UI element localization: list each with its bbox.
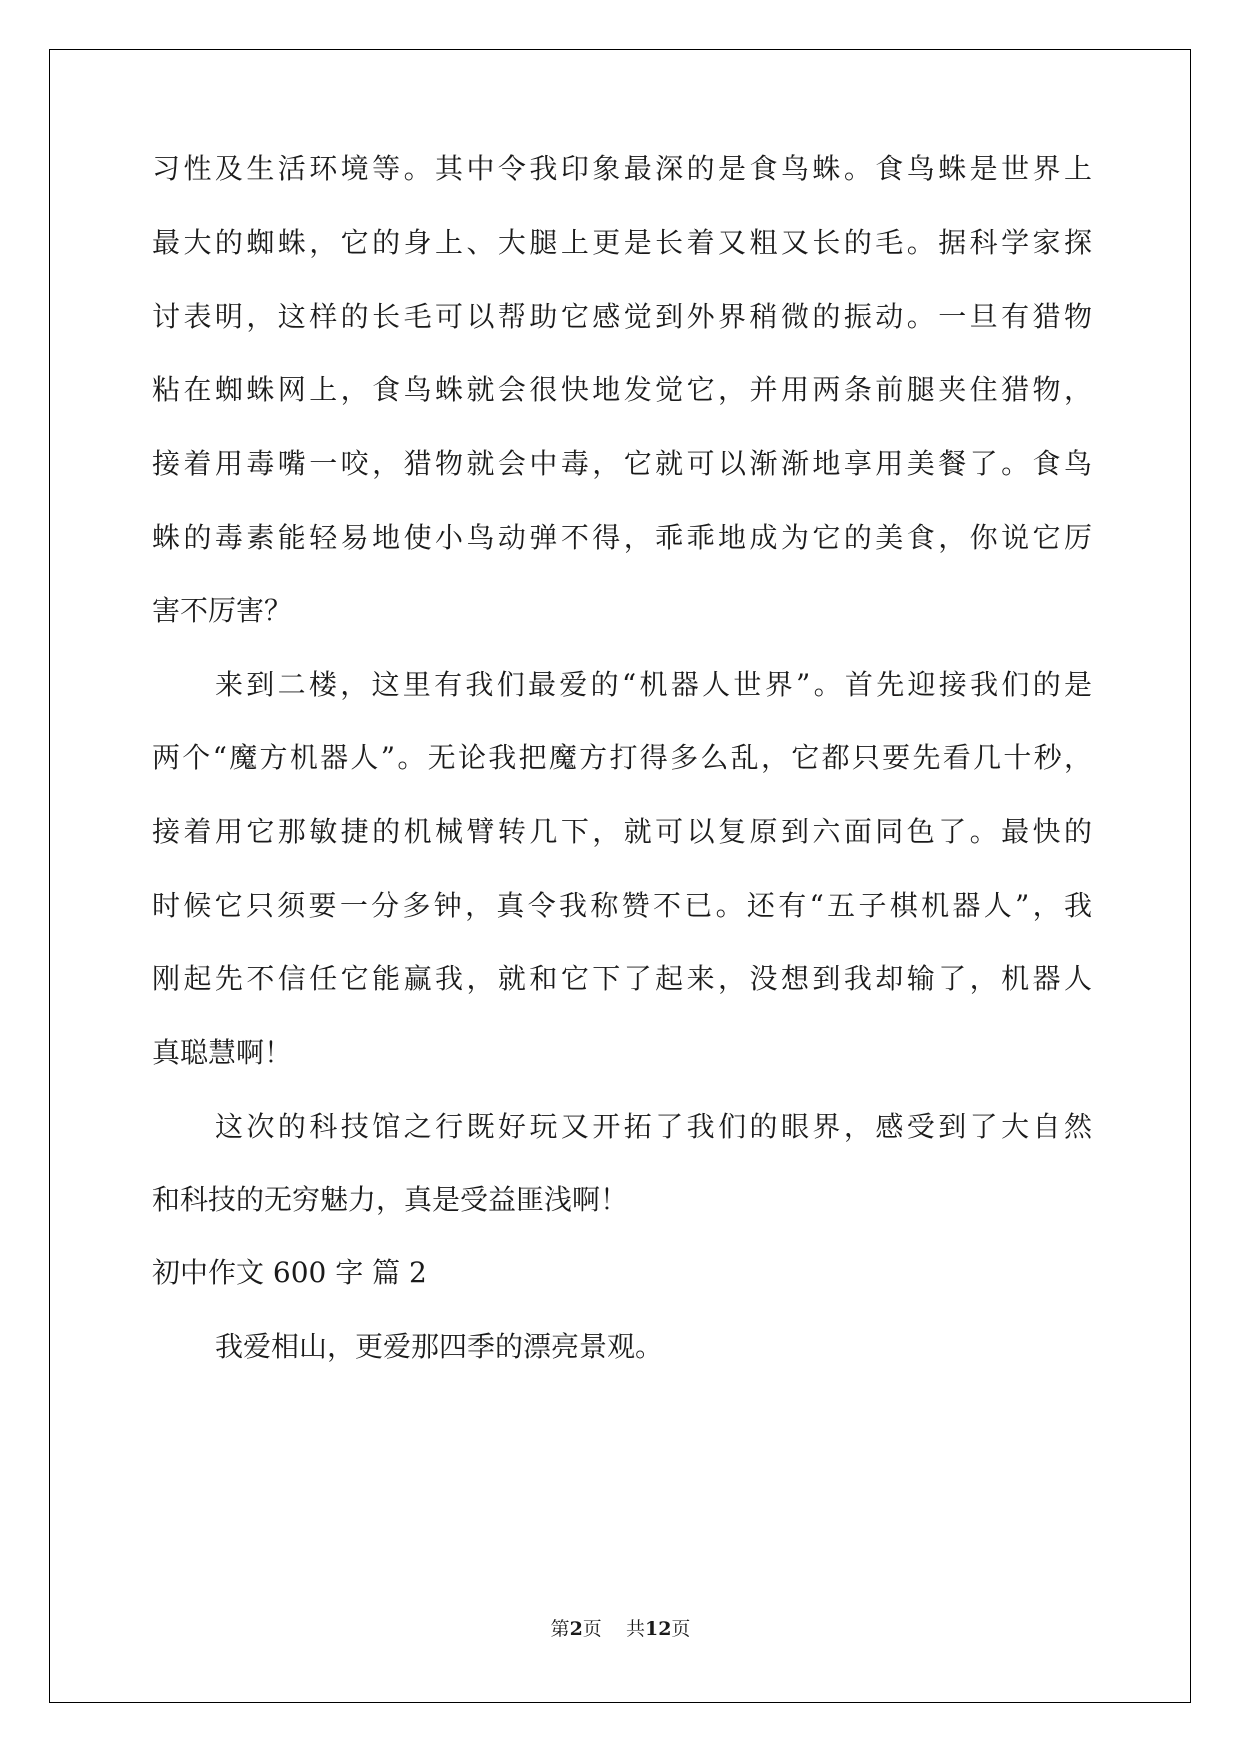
body-line: 讨表明，这样的长毛可以帮助它感觉到外界稍微的振动。一旦有猎物 <box>152 300 1092 333</box>
body-line: 真聪慧啊！ <box>152 1036 293 1069</box>
body-line: 害不厉害？ <box>152 594 293 627</box>
body-line: 粘在蜘蛛网上，食鸟蛛就会很快地发觉它，并用两条前腿夹住猎物， <box>152 373 1092 406</box>
body-line: 这次的科技馆之行既好玩又开拓了我们的眼界，感受到了大自然 <box>215 1110 1092 1143</box>
body-line: 接着用毒嘴一咬，猎物就会中毒，它就可以渐渐地享用美餐了。食鸟 <box>152 447 1092 480</box>
body-line: 两个“魔方机器人”。无论我把魔方打得多么乱，它都只要先看几十秒， <box>152 741 1092 774</box>
body-line: 来到二楼，这里有我们最爱的“机器人世界”。首先迎接我们的是 <box>215 668 1092 701</box>
body-line: 我爱相山，更爱那四季的漂亮景观。 <box>215 1330 664 1363</box>
body-line: 时候它只须要一分多钟，真令我称赞不已。还有“五子棋机器人”，我 <box>152 889 1092 922</box>
footer-total-pages: 12 <box>644 1618 672 1640</box>
page-footer <box>0 1617 1241 1641</box>
body-line: 蛛的毒素能轻易地使小鸟动弹不得，乖乖地成为它的美食，你说它厉 <box>152 521 1092 554</box>
body-line: 习性及生活环境等。其中令我印象最深的是食鸟蛛。食鸟蛛是世界上 <box>152 152 1092 185</box>
footer-suffix: 页 <box>671 1618 691 1640</box>
footer-prefix: 第 <box>550 1618 570 1640</box>
section-heading: 初中作文 600 字 篇 2 <box>152 1256 427 1289</box>
body-line: 和科技的无穷魅力，真是受益匪浅啊！ <box>152 1183 629 1216</box>
body-line: 接着用它那敏捷的机械臂转几下，就可以复原到六面同色了。最快的 <box>152 815 1092 848</box>
body-line: 刚起先不信任它能赢我，就和它下了起来，没想到我却输了，机器人 <box>152 962 1092 995</box>
body-line: 最大的蜘蛛，它的身上、大腿上更是长着又粗又长的毛。据科学家探 <box>152 226 1092 259</box>
footer-middle: 页 共 <box>582 1618 645 1640</box>
footer-page-number: 2 <box>569 1618 583 1640</box>
